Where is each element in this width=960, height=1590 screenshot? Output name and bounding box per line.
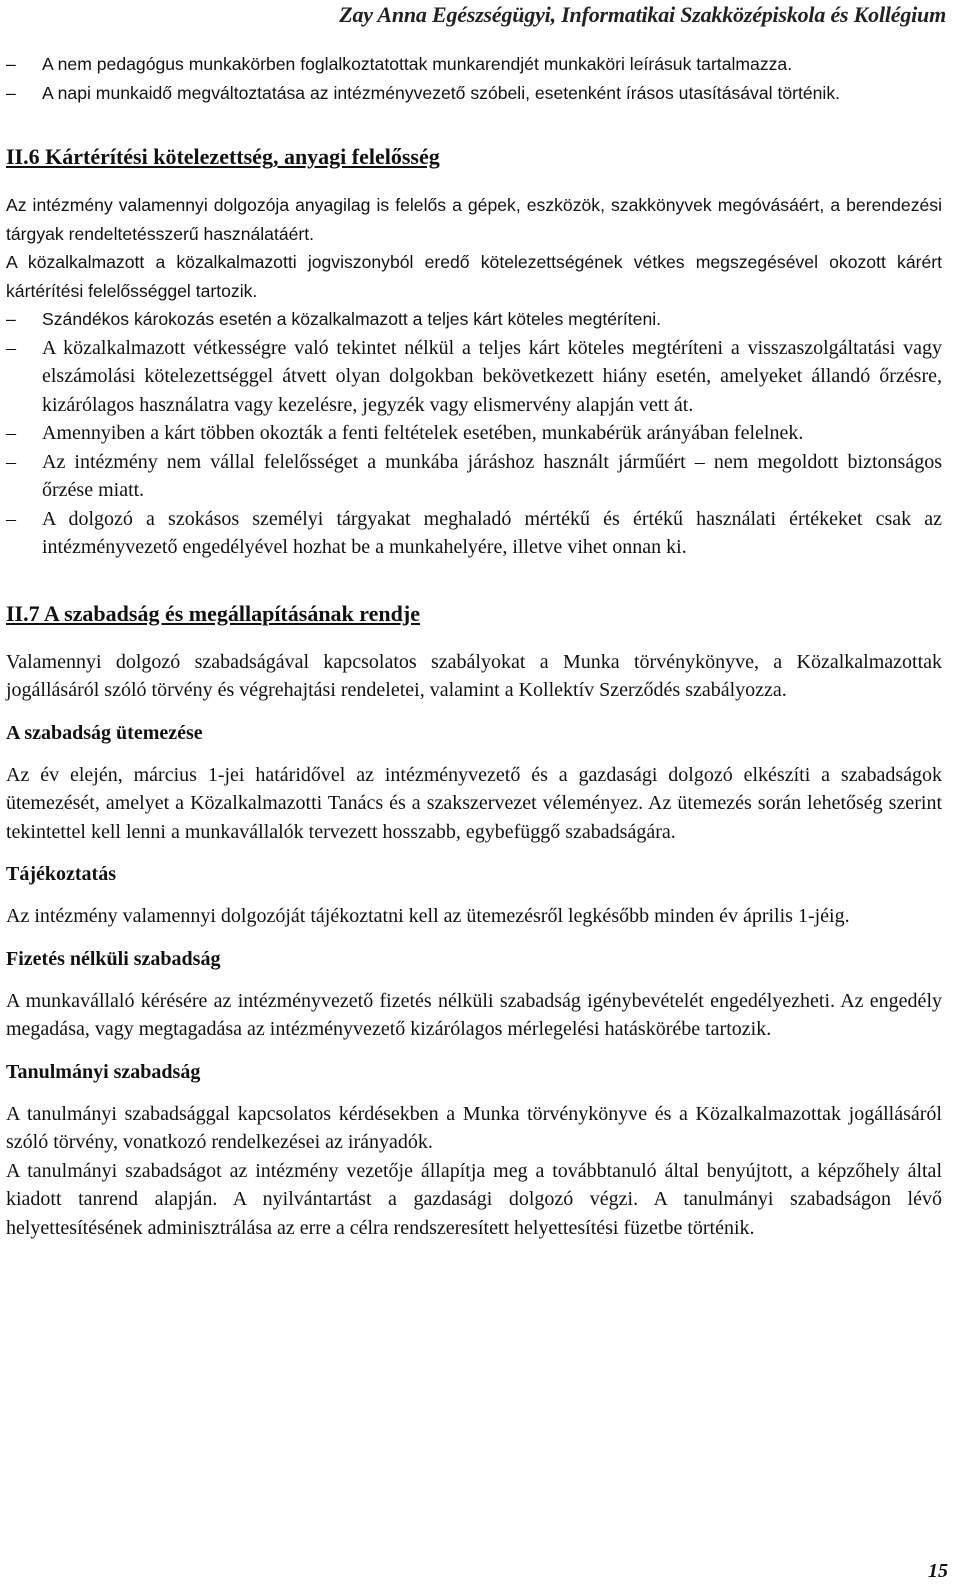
dash-marker: –: [6, 54, 16, 74]
list-item-text: Szándékos károkozás esetén a közalkalmazott a teljes kárt köteles megtéríteni.: [42, 309, 662, 329]
paragraph: Az intézmény valamennyi dolgozója anyagilag is felelős a gépek, eszközök, szakkönyvek megóvásáért, a berendezési tárgyak rendeltetésszerű használatáért.: [6, 195, 942, 244]
subsection-title: A szabadság ütemezése: [6, 721, 203, 744]
page-header: Zay Anna Egészségügyi, Informatikai Szakközépiskola és Kollégium: [339, 2, 946, 27]
list-item-text: A dolgozó a szokásos személyi tárgyakat meghaladó mértékű és értékű használati értékeket csak az intézményvezető engedélyével hozhat be a munkahelyére, illetve vihet onnan ki.: [42, 507, 942, 558]
dash-marker: –: [6, 309, 16, 329]
paragraph: A munkavállaló kérésére az intézményvezető fizetés nélküli szabadság igénybevételét engedélyezheti. Az engedély megadása, vagy megtagadása az intézményvezető kizárólagos mérlegelési hatáskörébe tartozik.: [6, 989, 942, 1040]
list-item-text: A nem pedagógus munkakörben foglalkoztatottak munkarendjét munkaköri leírásuk tartalmazza.: [42, 54, 793, 74]
section-title: II.6 Kártérítési kötelezettség, anyagi felelősség: [6, 144, 440, 169]
dash-marker: –: [6, 336, 16, 359]
dash-marker: –: [6, 507, 16, 530]
subsection-title: Tanulmányi szabadság: [6, 1060, 201, 1083]
list-item: [6, 448, 942, 505]
list-item: [6, 419, 942, 448]
page-content: [6, 50, 942, 1242]
list-item-text: Az intézmény nem vállal felelősséget a munkába járáshoz használt járműért – nem megoldott biztonságos őrzése miatt.: [42, 450, 942, 501]
list-item: [6, 505, 942, 562]
paragraph: Az év elején, március 1-jei határidővel az intézményvezető és a gazdasági dolgozó elkészíti a szabadságok ütemezését, amelyet a Közalkalmazotti Tanács és a szakszervezet véleményez. Az ütemezés során lehetőség szerint tekintettel kell lenni a munkavállalók tervezett hosszabb, egybefüggő szabadságára.: [6, 763, 942, 843]
page-number: 15: [928, 1560, 948, 1582]
section-title: II.7 A szabadság és megállapításának rendje: [6, 600, 420, 626]
dash-marker: –: [6, 422, 16, 444]
paragraph: A tanulmányi szabadsággal kapcsolatos kérdésekben a Munka törvénykönyve és a Közalkalmazottak jogállásáról szóló törvény, vonatkozó rendelkezései az irányadók.: [6, 1102, 942, 1153]
subsection-title: Fizetés nélküli szabadság: [6, 947, 221, 970]
subsection-title: Tájékoztatás: [6, 863, 116, 885]
list-item-text: A közalkalmazott vétkességre való tekintet nélkül a teljes kárt köteles megtéríteni a visszaszolgáltatási vagy elszámolási kötelezettséggel átvett olyan dolgokban bekövetkezett hiány esetén, amelyeket állandó őrzésre, kizárólagos használatra vagy kezelésre, jegyzék vagy elismervény alapján vett át.: [42, 336, 942, 416]
dash-marker: –: [6, 82, 16, 103]
list-item-text: Amennyiben a kárt többen okozták a fenti feltételek esetében, munkabérük arányában felelnek.: [42, 422, 804, 444]
paragraph: A tanulmányi szabadságot az intézmény vezetője állapítja meg a továbbtanuló által benyújtott, a képzőhely által kiadott tanrend alapján. A nyilvántartást a gazdasági dolgozó végzi. A tanulmányi szabadságon lévő helyettesítésének adminisztrálása az erre a célra rendszeresített helyettesítési füzetbe történik.: [6, 1159, 942, 1239]
paragraph: A közalkalmazott a közalkalmazotti jogviszonyból eredő kötelezettségének vétkes megszegésével okozott kárért kártérítési felelősséggel tartozik.: [6, 252, 942, 301]
paragraph: Valamennyi dolgozó szabadságával kapcsolatos szabályokat a Munka törvénykönyve, a Közalkalmazottak jogállásáról szóló törvény és végrehajtási rendeletei, valamint a Kollektív Szerződés szabályozza.: [6, 650, 942, 701]
list-item: [6, 305, 942, 334]
list-item-text: A napi munkaidő megváltoztatása az intézményvezető szóbeli, esetenként írásos utasításával történik.: [42, 82, 841, 103]
dash-marker: –: [6, 450, 16, 473]
list-item: [6, 50, 942, 79]
paragraph: Az intézmény valamennyi dolgozóját tájékoztatni kell az ütemezésről legkésőbb minden év április 1-jéig.: [6, 905, 850, 927]
list-item: [6, 334, 942, 420]
list-item: [6, 79, 942, 108]
